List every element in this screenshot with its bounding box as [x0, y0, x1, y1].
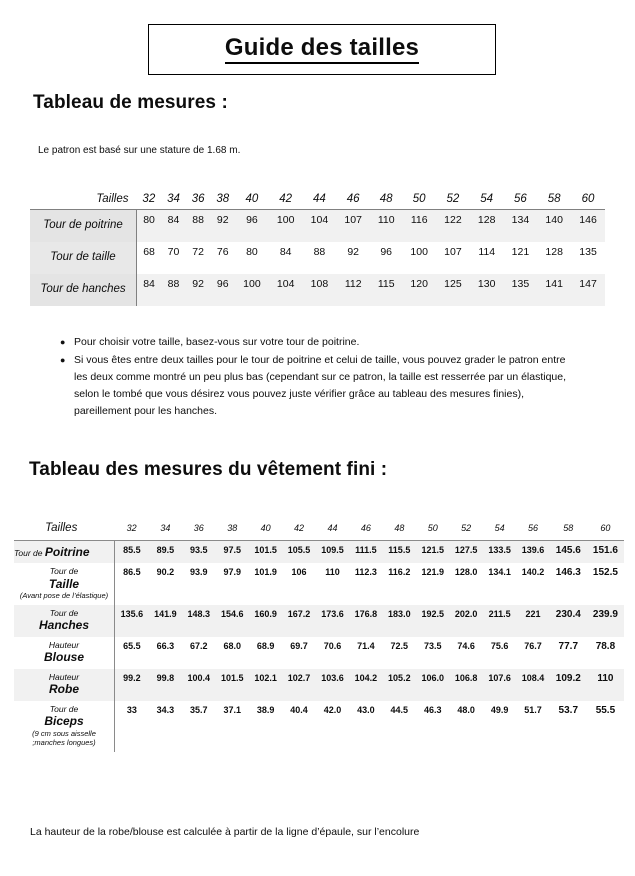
- row-label-prefix: Hauteur: [48, 639, 80, 650]
- table-cell: 221: [516, 605, 549, 637]
- table-fini-row-label: [14, 605, 115, 637]
- table-cell: 34.3: [156, 704, 175, 715]
- table-cell: 139.6: [516, 541, 549, 564]
- row-label-note: (Avant pose de l’élastique): [19, 591, 109, 601]
- table-cell: 105.2: [383, 669, 416, 701]
- table-mesures-size-header: 50: [402, 190, 436, 210]
- table-cell: 68.9: [256, 640, 275, 651]
- table-cell: 43.0: [357, 704, 375, 715]
- table-row: [30, 242, 605, 274]
- table-mesures-header-row: [30, 190, 605, 210]
- table-cell: 70: [167, 246, 180, 258]
- row-label-prefix: Tour de: [14, 548, 45, 558]
- table-cell: 147: [571, 274, 605, 306]
- table-cell: 80: [246, 246, 258, 258]
- table-cell: 71.4: [357, 640, 375, 651]
- table-fini-size-header: 40: [249, 520, 282, 541]
- table-cell: 111.5: [349, 541, 382, 564]
- table-cell: 92: [186, 274, 211, 306]
- row-label-name: Poitrine: [44, 545, 90, 559]
- table-mesures-size-header: 34: [161, 190, 186, 210]
- table-cell: 93.9: [190, 567, 208, 578]
- document-title-box: [148, 24, 496, 75]
- table-cell: 88: [186, 210, 211, 243]
- table-cell: 72: [192, 246, 204, 258]
- table-cell: 84: [279, 246, 292, 258]
- row-label-prefix: Tour de: [49, 566, 79, 577]
- table-cell: 80: [137, 210, 162, 243]
- table-cell: 167.2: [282, 605, 315, 637]
- table-cell: 106.0: [416, 669, 449, 701]
- table-cell: 100: [235, 274, 269, 306]
- row-label-name: Taille: [48, 577, 80, 592]
- table-mesures-size-header: 32: [137, 190, 162, 210]
- table-row: [14, 541, 624, 564]
- table-cell: 230.4: [550, 605, 587, 637]
- table-cell: 100: [410, 246, 428, 258]
- table-fini-row-label: [14, 541, 115, 564]
- table-cell: 110: [587, 669, 624, 701]
- table-fini-size-header: 54: [483, 520, 516, 541]
- table-cell: 151.6: [587, 541, 624, 564]
- table-cell: 104.2: [349, 669, 382, 701]
- table-cell: 76: [216, 246, 229, 258]
- table-cell: 74.6: [457, 640, 475, 651]
- table-cell: 42.0: [323, 704, 342, 715]
- advice-bullet-list: [60, 334, 580, 421]
- table-cell: 121: [511, 246, 530, 258]
- row-label-prefix: Tour de: [49, 703, 79, 714]
- table-cell: 104: [269, 274, 303, 306]
- table-cell: 101.9: [254, 567, 277, 578]
- table-cell: 121.9: [421, 567, 444, 578]
- table-cell: 104: [303, 210, 337, 243]
- table-cell: 173.6: [316, 605, 349, 637]
- table-cell: 115: [370, 274, 402, 306]
- table-fini-size-header: 50: [416, 520, 449, 541]
- table-cell: 38.9: [256, 704, 275, 715]
- table-cell: 99.8: [149, 669, 182, 701]
- table-fini-size-header: 38: [216, 520, 249, 541]
- table-cell: 134.1: [488, 567, 511, 578]
- table-cell: 77.7: [558, 640, 579, 652]
- table-mesures-size-header: 42: [269, 190, 303, 210]
- bullet-dot-icon: ●: [60, 355, 66, 365]
- table-cell: 112.3: [354, 567, 377, 578]
- table-cell: 125: [436, 274, 470, 306]
- table-mesures-row-label: Tour de poitrine: [30, 210, 137, 243]
- table-cell: 96: [380, 246, 393, 258]
- table-mesures-row-label: Tour de taille: [30, 242, 137, 274]
- table-cell: 93.5: [182, 541, 215, 564]
- table-row: [14, 605, 624, 637]
- table-fini-row-label: [14, 669, 115, 701]
- table-cell: 108.4: [516, 669, 549, 701]
- table-cell: 154.6: [216, 605, 249, 637]
- table-cell: 72.5: [390, 640, 409, 651]
- table-cell: 90.2: [156, 567, 175, 578]
- table-mesures-row-label: Tour de hanches: [30, 274, 137, 306]
- table-cell: 110: [370, 210, 402, 243]
- table-cell: 68.0: [223, 640, 241, 651]
- table-cell: 211.5: [483, 605, 516, 637]
- table-cell: 128: [470, 210, 504, 243]
- table-cell: 68: [143, 246, 155, 258]
- footer-note: La hauteur de la robe/blouse est calculée à partir de la ligne d’épaule, sur l’encolure: [30, 826, 420, 838]
- table-mesures-size-header: 60: [571, 190, 605, 210]
- table-cell: 109.5: [316, 541, 349, 564]
- table-cell: 75.6: [490, 640, 509, 651]
- table-cell: 140.2: [521, 567, 545, 578]
- table-mesures-size-header: 52: [436, 190, 470, 210]
- table-fini-corner-label: Tailles: [14, 520, 115, 541]
- table-cell: 85.5: [115, 541, 149, 564]
- row-label-note: (9 cm sous aisselle ;manches longues): [32, 728, 96, 748]
- table-cell: 97.9: [223, 567, 241, 578]
- table-cell: 135: [504, 274, 538, 306]
- table-fini-size-header: 36: [182, 520, 215, 541]
- table-cell: 101.5: [249, 541, 282, 564]
- bullet-dot-icon: ●: [60, 337, 66, 347]
- row-label-prefix: Hauteur: [48, 671, 80, 682]
- table-fini-size-header: 60: [587, 520, 624, 541]
- table-cell: 86.5: [123, 567, 141, 578]
- table-fini-size-header: 32: [115, 520, 149, 541]
- table-cell: 55.5: [595, 704, 616, 716]
- table-cell: 127.5: [449, 541, 482, 564]
- table-cell: 148.3: [182, 605, 215, 637]
- table-cell: 183.0: [383, 605, 416, 637]
- table-row: [30, 274, 605, 306]
- table-mesures-body: [30, 210, 605, 307]
- table-cell: 239.9: [587, 605, 624, 637]
- table-cell: 100: [269, 210, 303, 243]
- table-cell: 192.5: [416, 605, 449, 637]
- table-cell: 135.6: [115, 605, 149, 637]
- page-title: Guide des tailles: [225, 35, 419, 64]
- table-mesures-size-header: 46: [336, 190, 370, 210]
- table-cell: 48.0: [457, 704, 475, 715]
- table-fini-size-header: 52: [449, 520, 482, 541]
- table-row: [14, 669, 624, 701]
- section-heading-mesures: Tableau de mesures :: [33, 92, 228, 113]
- table-cell: 101.5: [216, 669, 249, 701]
- table-mesures-size-header: 40: [235, 190, 269, 210]
- table-cell: 44.5: [390, 704, 409, 715]
- table-fini-size-header: 56: [516, 520, 549, 541]
- bullet-text: Si vous êtes entre deux tailles pour le tour de poitrine et celui de taille, vous pouvez grader le patron entre les deux comme montré un peu plus bas (cependant sur ce patron, la taille est resserrée par un élastique, selon le tombé que vous désirez vous pouvez juste vérifier grâce au tableau des mesures finies), pareillement pour les hanches.: [74, 354, 567, 417]
- table-cell: 105.5: [282, 541, 315, 564]
- table-cell: 92: [210, 210, 235, 243]
- table-cell: 135: [579, 246, 597, 258]
- table-cell: 46.3: [423, 704, 442, 715]
- table-cell: 121.5: [416, 541, 449, 564]
- table-cell: 51.7: [524, 704, 542, 715]
- table-cell: 107: [336, 210, 370, 243]
- list-item: [60, 334, 580, 351]
- table-cell: 146.3: [555, 567, 581, 579]
- table-cell: 70.6: [323, 640, 342, 651]
- table-cell: 114: [478, 246, 496, 258]
- table-cell: 102.7: [282, 669, 315, 701]
- table-cell: 128.0: [454, 567, 478, 578]
- table-cell: 176.8: [349, 605, 382, 637]
- table-fini-size-header: 48: [383, 520, 416, 541]
- table-cell: 110: [325, 567, 340, 578]
- table-cell: 130: [470, 274, 504, 306]
- table-mesures-size-header: 48: [370, 190, 402, 210]
- table-cell: 67.2: [190, 640, 208, 651]
- table-mesures-size-header: 36: [186, 190, 211, 210]
- table-cell: 141: [537, 274, 571, 306]
- table-mesures: [30, 190, 605, 306]
- table-cell: 128: [545, 246, 563, 258]
- table-cell: 102.1: [249, 669, 282, 701]
- table-cell: 84: [161, 210, 186, 243]
- table-mesures-corner-label: Tailles: [30, 190, 137, 210]
- table-cell: 140: [537, 210, 571, 243]
- table-cell: 108: [303, 274, 337, 306]
- table-row: [14, 563, 624, 604]
- table-mesures-size-header: 54: [470, 190, 504, 210]
- table-cell: 107: [444, 246, 462, 258]
- table-cell: 160.9: [249, 605, 282, 637]
- table-mesures-head: [30, 190, 605, 210]
- table-cell: 109.2: [550, 669, 587, 701]
- table-fini-size-header: 46: [349, 520, 382, 541]
- table-cell: 84: [137, 274, 162, 306]
- table-cell: 69.7: [290, 640, 308, 651]
- table-cell: 66.3: [156, 640, 175, 651]
- table-cell: 97.5: [216, 541, 249, 564]
- table-cell: 92: [347, 246, 360, 258]
- table-cell: 73.5: [423, 640, 442, 651]
- table-fini-row-label: [14, 637, 115, 669]
- row-label-name: Robe: [49, 682, 79, 697]
- table-cell: 35.7: [190, 704, 208, 715]
- table-fini-size-header: 42: [282, 520, 315, 541]
- row-label-prefix: Tour de: [49, 607, 79, 618]
- table-cell: 141.9: [149, 605, 182, 637]
- table-cell: 134: [504, 210, 538, 243]
- table-cell: 49.9: [490, 704, 509, 715]
- table-cell: 115.5: [383, 541, 416, 564]
- table-cell: 103.6: [316, 669, 349, 701]
- table-cell: 107.6: [483, 669, 516, 701]
- table-cell: 40.4: [290, 704, 308, 715]
- table-fini-size-header: 44: [316, 520, 349, 541]
- table-fini-head: [14, 520, 624, 541]
- table-fini: [14, 520, 624, 752]
- table-cell: 99.2: [115, 669, 149, 701]
- table-fini-size-header: 34: [149, 520, 182, 541]
- table-cell: 106: [291, 567, 307, 578]
- table-cell: 78.8: [595, 640, 616, 652]
- table-cell: 145.6: [550, 541, 587, 564]
- table-cell: 116.2: [388, 567, 411, 578]
- table-cell: 122: [436, 210, 470, 243]
- table-cell: 88: [161, 274, 186, 306]
- bullet-text: Pour choisir votre taille, basez-vous sur votre tour de poitrine.: [74, 336, 360, 348]
- table-fini-row-label: [14, 701, 115, 752]
- table-cell: 152.5: [592, 567, 618, 579]
- table-mesures-size-header: 38: [210, 190, 235, 210]
- table-cell: 37.1: [223, 704, 241, 715]
- table-cell: 133.5: [483, 541, 516, 564]
- stature-note: Le patron est basé sur une stature de 1.68 m.: [38, 145, 241, 156]
- table-cell: 96: [210, 274, 235, 306]
- table-mesures-size-header: 56: [504, 190, 538, 210]
- row-label-name: Blouse: [43, 650, 84, 665]
- table-row: [14, 637, 624, 669]
- row-label-name: Hanches: [38, 618, 90, 633]
- table-cell: 88: [313, 246, 326, 258]
- table-cell: 89.5: [149, 541, 182, 564]
- section-heading-fini: Tableau des mesures du vêtement fini :: [29, 459, 388, 480]
- table-fini-header-row: [14, 520, 624, 541]
- table-fini-body: [14, 541, 624, 752]
- table-cell: 96: [235, 210, 269, 243]
- table-cell: 100.4: [182, 669, 215, 701]
- table-cell: 65.5: [123, 640, 141, 651]
- table-cell: 33: [126, 704, 137, 715]
- row-label-name: Biceps: [44, 714, 84, 729]
- table-cell: 106.8: [449, 669, 482, 701]
- table-cell: 120: [402, 274, 436, 306]
- list-item: [60, 352, 580, 420]
- table-cell: 53.7: [558, 704, 579, 716]
- table-cell: 76.7: [524, 640, 542, 651]
- table-mesures-size-header: 58: [537, 190, 571, 210]
- table-cell: 146: [571, 210, 605, 243]
- table-cell: 116: [402, 210, 436, 243]
- table-row: [14, 701, 624, 752]
- table-cell: 112: [336, 274, 370, 306]
- table-cell: 202.0: [449, 605, 482, 637]
- table-fini-row-label: [14, 563, 115, 604]
- table-fini-size-header: 58: [550, 520, 587, 541]
- table-row: [30, 210, 605, 243]
- table-mesures-size-header: 44: [303, 190, 337, 210]
